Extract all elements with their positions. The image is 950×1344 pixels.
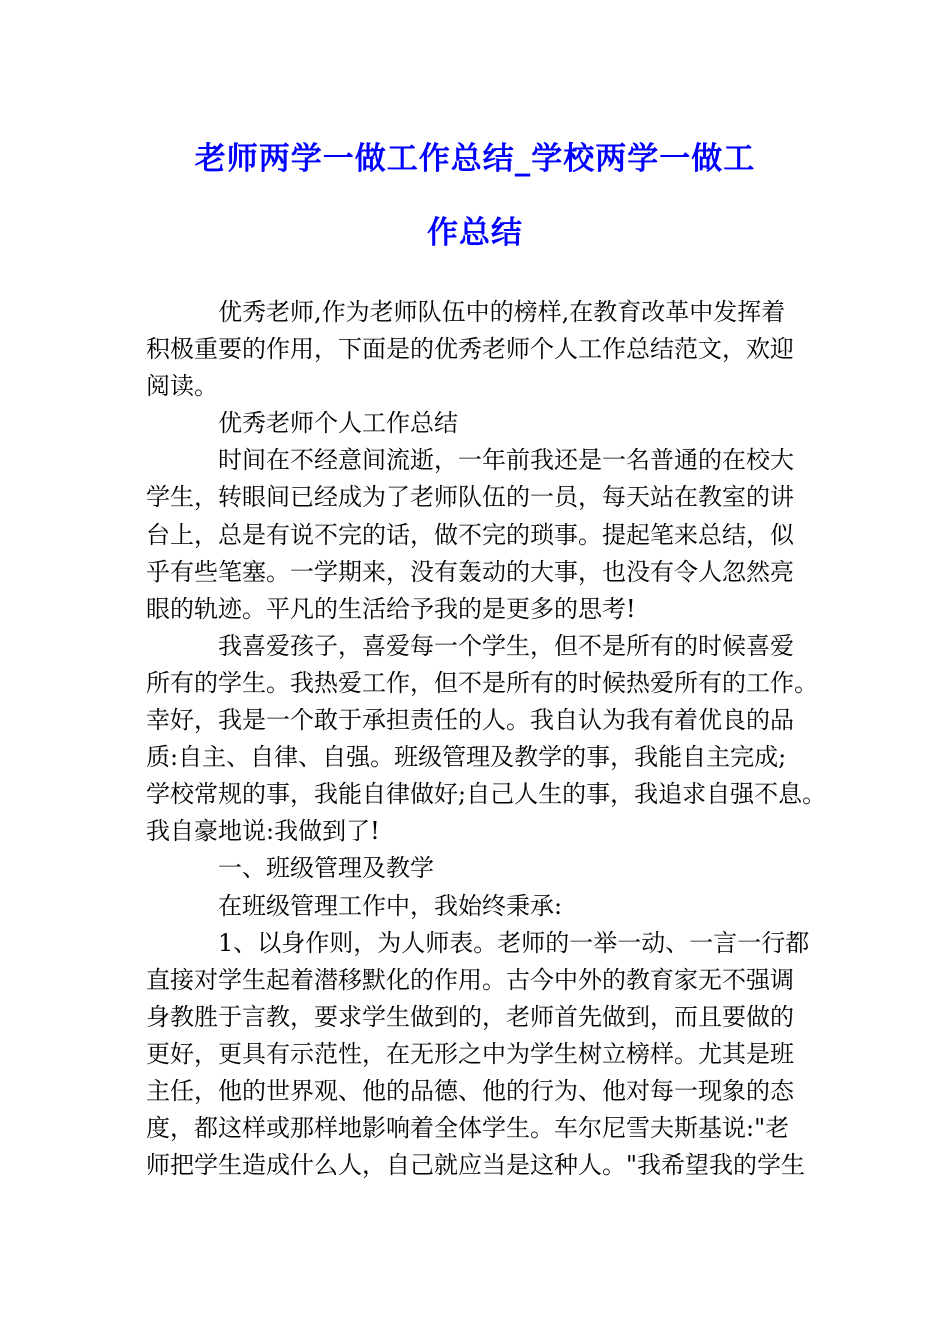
body-line: 积极重要的作用，下面是的优秀老师个人工作总结范文，欢迎 <box>146 335 794 364</box>
section-heading: 一、班级管理及教学 <box>218 854 434 883</box>
body-line: 时间在不经意间流逝，一年前我还是一名普通的在校大 <box>218 446 794 475</box>
body-line: 乎有些笔塞。一学期来，没有轰动的大事，也没有令人忽然亮 <box>146 557 794 586</box>
body-line: 幸好，我是一个敢于承担责任的人。我自认为我有着优良的品 <box>146 706 794 735</box>
body-line: 身教胜于言教，要求学生做到的，老师首先做到，而且要做的 <box>146 1002 794 1031</box>
body-line: 学生，转眼间已经成为了老师队伍的一员，每天站在教室的讲 <box>146 483 794 512</box>
body-line: 主任，他的世界观、他的品德、他的行为、他对每一现象的态 <box>146 1076 794 1105</box>
body-line: 我自豪地说:我做到了! <box>146 817 380 846</box>
body-line: 阅读。 <box>146 372 218 401</box>
body-line: 台上，总是有说不完的话，做不完的琐事。提起笔来总结，似 <box>146 520 794 549</box>
body-line: 质:自主、自律、自强。班级管理及教学的事，我能自主完成; <box>146 743 787 772</box>
body-line: 1、以身作则，为人师表。老师的一举一动、一言一行都 <box>218 928 810 957</box>
document-title-line-1: 老师两学一做工作总结_学校两学一做工 <box>194 141 756 177</box>
body-line: 所有的学生。我热爱工作，但不是所有的时候热爱所有的工作。 <box>146 668 818 697</box>
body-line: 在班级管理工作中，我始终秉承: <box>218 891 563 920</box>
body-line: 学校常规的事，我能自律做好;自己人生的事，我追求自强不息。 <box>146 780 827 809</box>
body-line: 优秀老师个人工作总结 <box>218 409 458 438</box>
body-line: 师把学生造成什么人，自己就应当是这种人。"我希望我的学生 <box>146 1151 806 1180</box>
body-line: 直接对学生起着潜移默化的作用。古今中外的教育家无不强调 <box>146 965 794 994</box>
body-line: 更好，更具有示范性，在无形之中为学生树立榜样。尤其是班 <box>146 1039 794 1068</box>
body-line: 我喜爱孩子，喜爱每一个学生，但不是所有的时候喜爱 <box>218 631 794 660</box>
body-line: 优秀老师,作为老师队伍中的榜样,在教育改革中发挥着 <box>218 298 786 326</box>
document-body <box>146 294 827 1184</box>
body-line: 眼的轨迹。平凡的生活给予我的是更多的思考! <box>146 594 636 623</box>
document-title-line-2: 作总结 <box>427 215 523 251</box>
body-line: 度，都这样或那样地影响着全体学生。车尔尼雪夫斯基说:"老 <box>146 1114 790 1143</box>
